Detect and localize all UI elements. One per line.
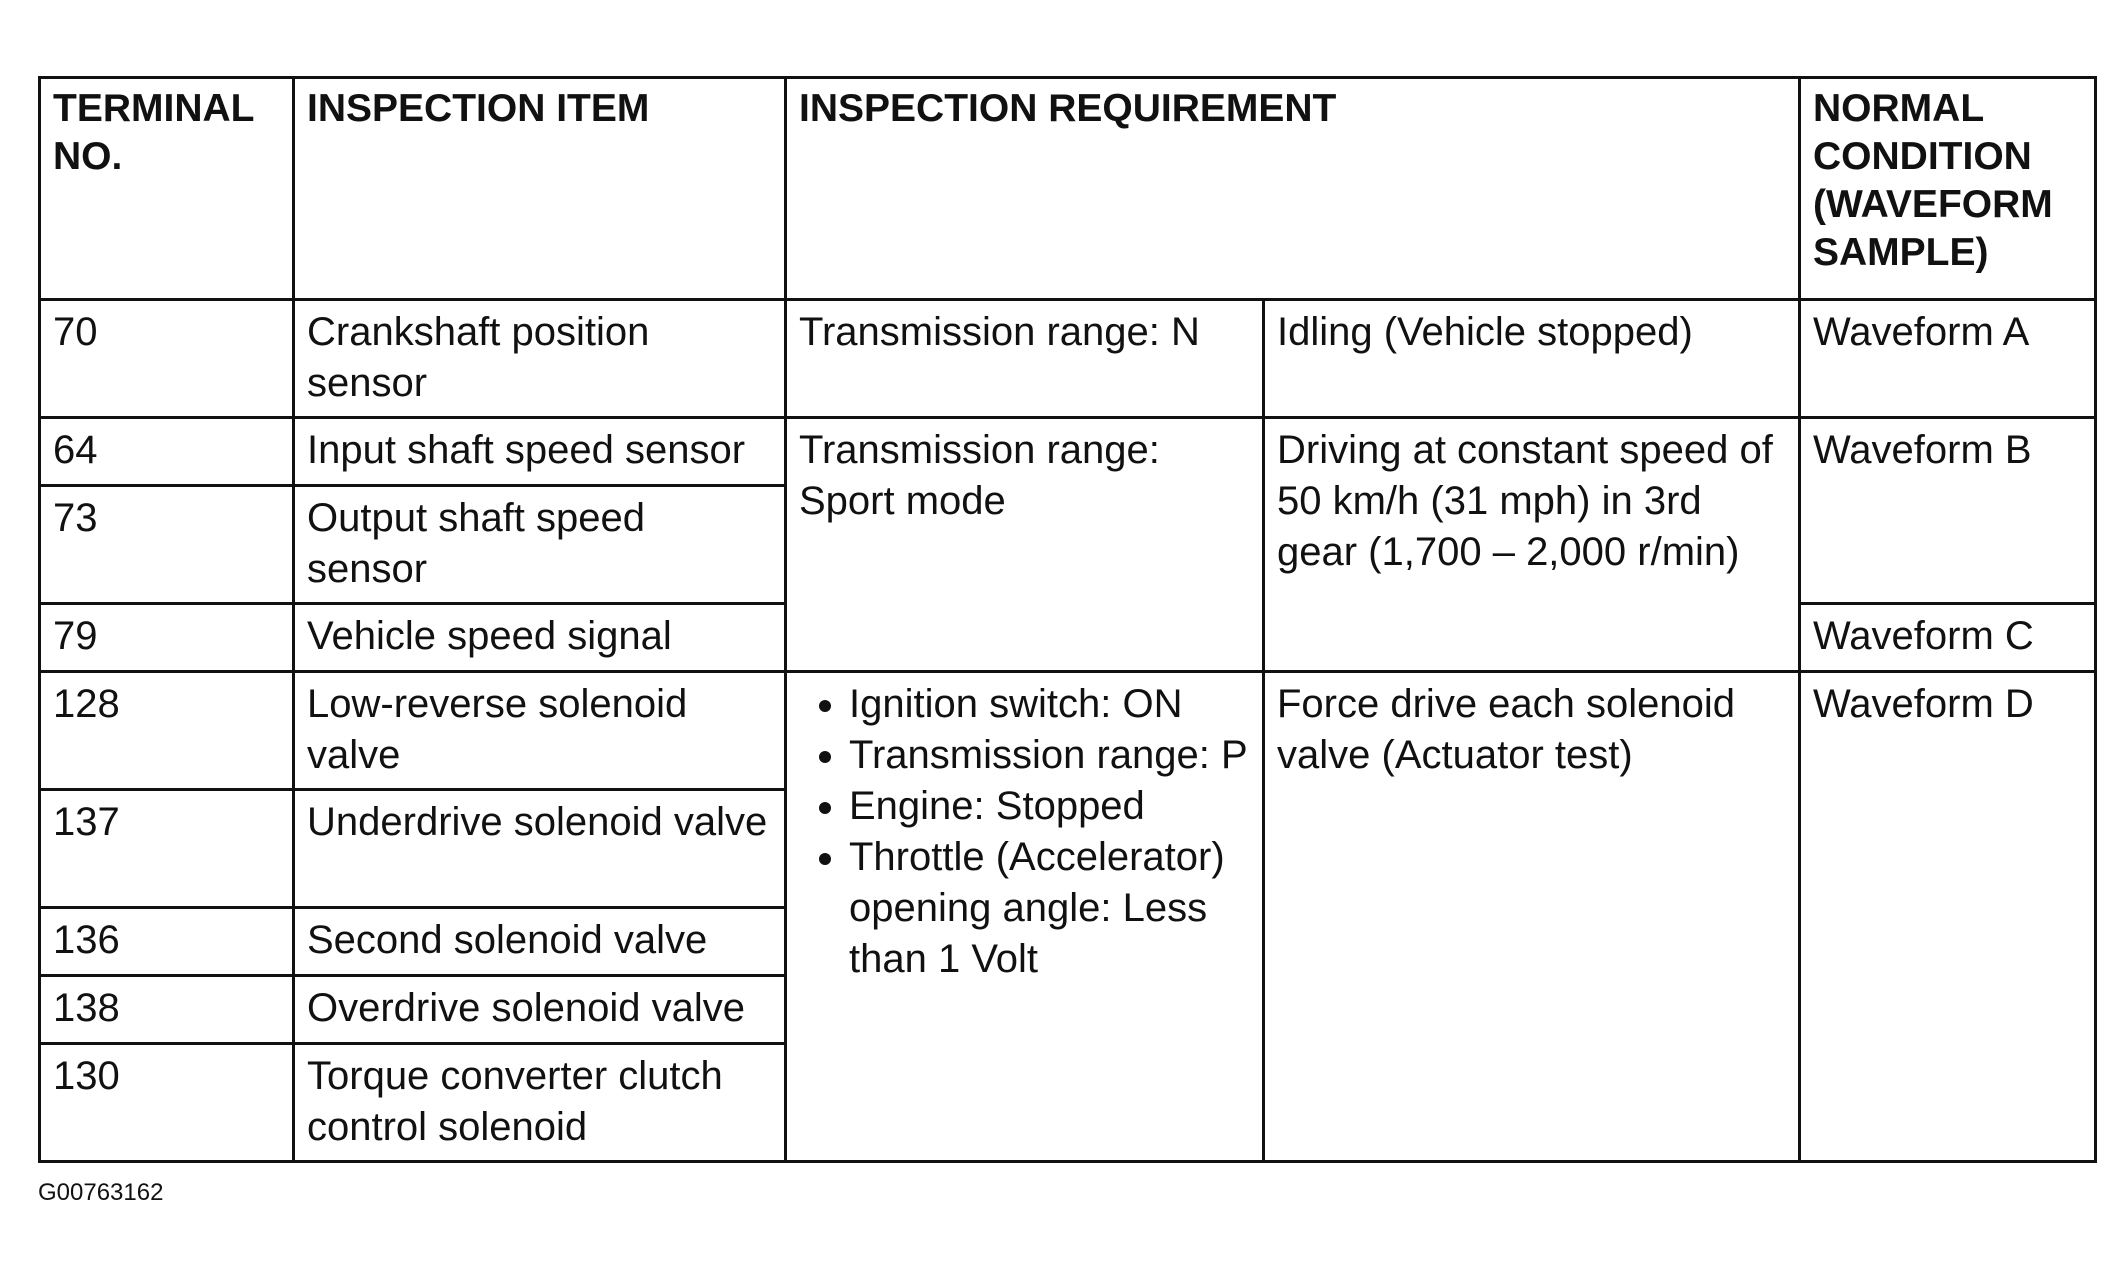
terminal-cell: 79 [40, 604, 294, 672]
requirement-bullet: • Ignition switch: ON [849, 679, 1250, 730]
header-inspection-item: INSPECTION ITEM [294, 78, 786, 300]
item-cell: Low-reverse solenoid valve [294, 672, 786, 790]
inspection-table [38, 76, 2097, 1163]
requirement-state-cell: Force drive each solenoid valve (Actuator test) [1264, 672, 1800, 1162]
terminal-cell: 136 [40, 908, 294, 976]
requirement-state-cell: Idling (Vehicle stopped) [1264, 300, 1800, 418]
terminal-cell: 73 [40, 486, 294, 604]
header-terminal-no: TERMINAL NO. [40, 78, 294, 300]
requirement-bullet: • Throttle (Accelerator) opening angle: Less than 1 Volt [849, 832, 1250, 985]
figure-id: G00763162 [38, 1179, 164, 1206]
waveform-cell: Waveform B [1800, 418, 2096, 604]
item-cell: Underdrive solenoid valve [294, 790, 786, 908]
item-cell: Crankshaft position sensor [294, 300, 786, 418]
requirement-bullet-list [799, 679, 1250, 985]
item-cell: Input shaft speed sensor [294, 418, 786, 486]
requirement-condition-cell: Transmission range: Sport mode [786, 418, 1264, 672]
header-normal-condition: NORMAL CONDITION (WAVEFORM SAMPLE) [1800, 78, 2096, 300]
terminal-cell: 130 [40, 1044, 294, 1162]
waveform-cell: Waveform D [1800, 672, 2096, 1162]
header-inspection-requirement: INSPECTION REQUIREMENT [786, 78, 1800, 300]
terminal-cell: 128 [40, 672, 294, 790]
terminal-cell: 70 [40, 300, 294, 418]
terminal-cell: 64 [40, 418, 294, 486]
header-row [40, 78, 2096, 300]
waveform-cell: Waveform A [1800, 300, 2096, 418]
item-cell: Overdrive solenoid valve [294, 976, 786, 1044]
table-row [40, 300, 2096, 418]
table-row [40, 418, 2096, 486]
item-cell: Vehicle speed signal [294, 604, 786, 672]
requirement-bullet: • Engine: Stopped [849, 781, 1250, 832]
table-row [40, 672, 2096, 790]
requirement-condition-cell: Transmission range: N [786, 300, 1264, 418]
item-cell: Second solenoid valve [294, 908, 786, 976]
item-cell: Torque converter clutch control solenoid [294, 1044, 786, 1162]
requirement-bullet: • Transmission range: P [849, 730, 1250, 781]
terminal-cell: 138 [40, 976, 294, 1044]
requirement-condition-cell [786, 672, 1264, 1162]
waveform-cell: Waveform C [1800, 604, 2096, 672]
terminal-cell: 137 [40, 790, 294, 908]
item-cell: Output shaft speed sensor [294, 486, 786, 604]
requirement-state-cell: Driving at constant speed of 50 km/h (31 mph) in 3rd gear (1,700 – 2,000 r/min) [1264, 418, 1800, 672]
